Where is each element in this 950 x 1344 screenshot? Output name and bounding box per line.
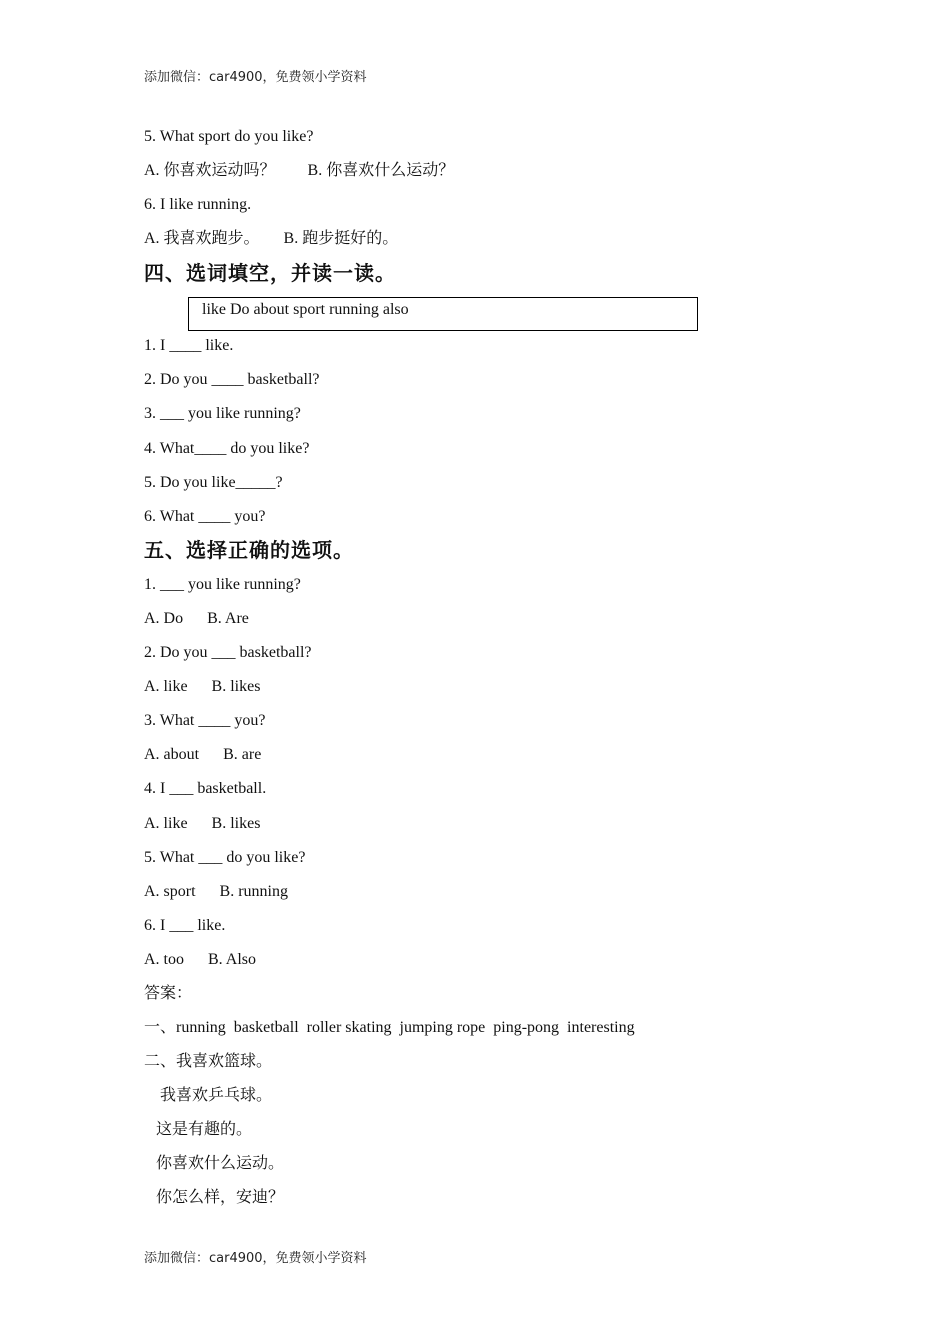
fill-item: 4. What____ do you like? xyxy=(144,440,310,457)
answer-line: 你喜欢什么运动。 xyxy=(144,1155,285,1172)
options-line: A. 你喜欢运动吗？ B. 你喜欢什么运动？ xyxy=(144,162,455,179)
answer-line: 一、running basketball roller skating jumping rope ping-pong interesting xyxy=(144,1019,635,1036)
word-bank-text: like Do about sport running also xyxy=(202,301,409,318)
answer-line: 二、我喜欢篮球。 xyxy=(144,1053,273,1070)
choice-options: A. sport B. running xyxy=(144,883,288,900)
fill-item: 5. Do you like_____? xyxy=(144,474,283,491)
choice-options: A. like B. likes xyxy=(144,815,261,832)
answer-line: 我喜欢乒乓球。 xyxy=(144,1087,273,1104)
choice-options: A. Do B. Are xyxy=(144,610,249,627)
choice-question: 1. ___ you like running? xyxy=(144,576,301,593)
choice-options: A. too B. Also xyxy=(144,951,257,968)
question-line: 5. What sport do you like? xyxy=(144,128,314,145)
choice-question: 4. I ___ basketball. xyxy=(144,780,267,797)
answer-line: 你怎么样，安迪？ xyxy=(144,1189,285,1206)
fill-item: 6. What ____ you? xyxy=(144,508,266,525)
choice-question: 5. What ___ do you like? xyxy=(144,849,306,866)
page-footer-watermark: 添加微信：car4900，免费领小学资料 xyxy=(144,1251,367,1266)
options-line: A. 我喜欢跑步。 B. 跑步挺好的。 xyxy=(144,230,399,247)
choice-question: 3. What ____ you? xyxy=(144,712,266,729)
fill-item: 2. Do you ____ basketball? xyxy=(144,371,320,388)
choice-question: 6. I ___ like. xyxy=(144,917,226,934)
section5-title: 五、选择正确的选项。 xyxy=(144,538,354,562)
choice-options: A. like B. likes xyxy=(144,678,261,695)
page-header-watermark: 添加微信：car4900，免费领小学资料 xyxy=(144,70,367,85)
answer-line: 这是有趣的。 xyxy=(144,1121,253,1138)
choice-options: A. about B. are xyxy=(144,746,262,763)
word-bank-box xyxy=(188,297,698,331)
answers-label: 答案： xyxy=(144,985,193,1002)
choice-question: 2. Do you ___ basketball? xyxy=(144,644,312,661)
fill-item: 1. I ____ like. xyxy=(144,337,234,354)
question-line: 6. I like running. xyxy=(144,196,252,213)
section4-title: 四、选词填空，并读一读。 xyxy=(144,261,396,285)
fill-item: 3. ___ you like running? xyxy=(144,405,301,422)
